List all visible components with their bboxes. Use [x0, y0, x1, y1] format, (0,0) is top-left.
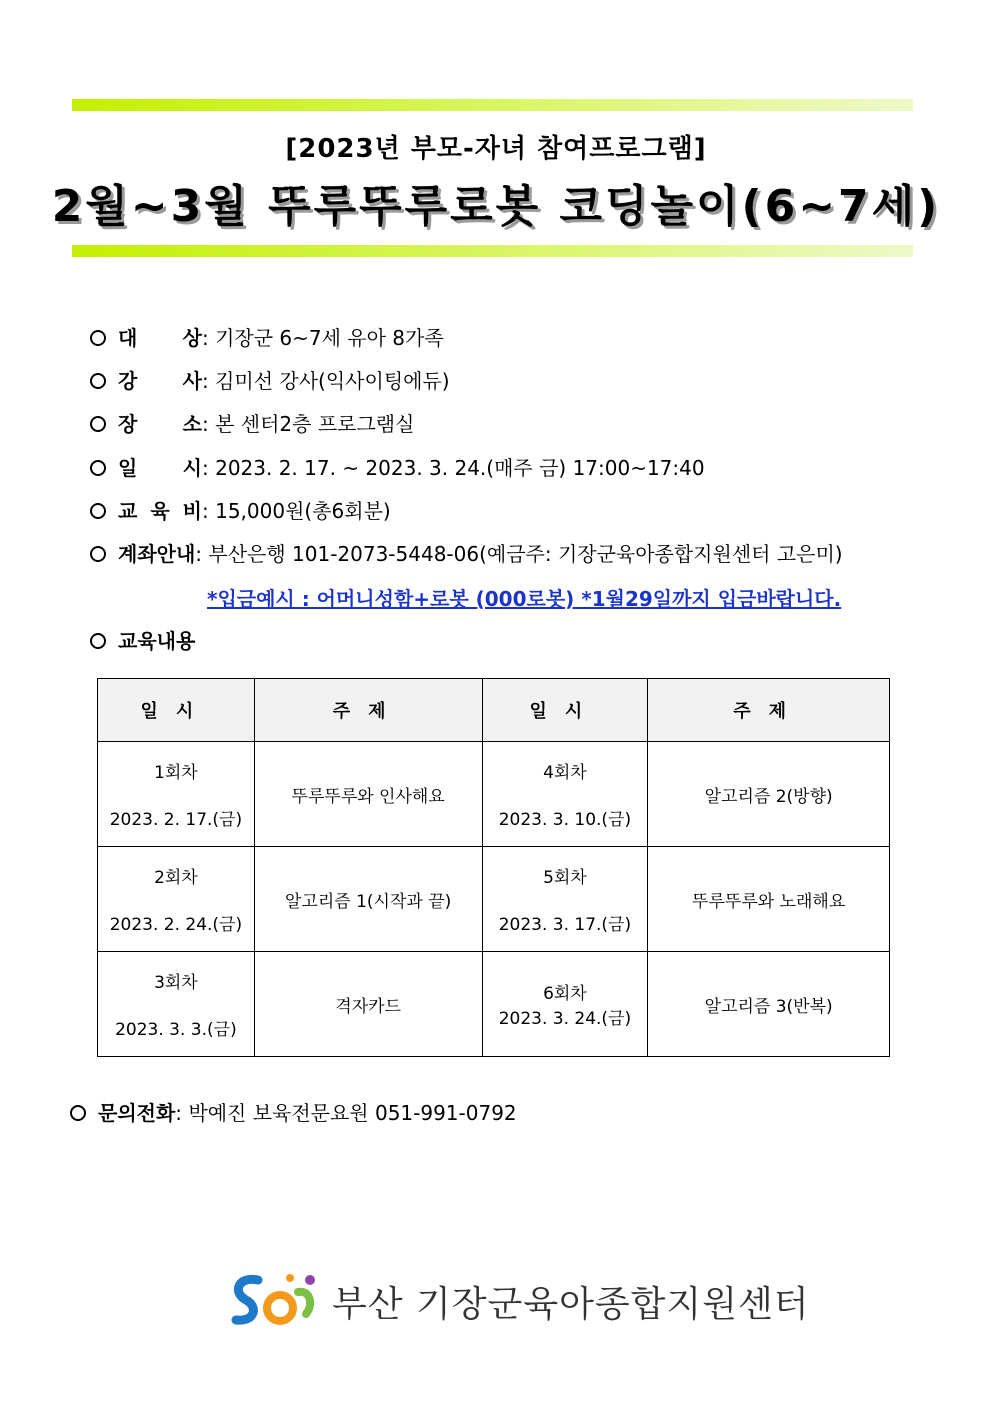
info-place: [90, 410, 950, 438]
table-row: [98, 742, 890, 847]
header-date-left: 일시: [98, 679, 255, 742]
table-row: [98, 952, 890, 1057]
center-logo-text: 부산 기장군육아종합지원센터: [332, 1283, 810, 1325]
fee-value: : 15,000원(총6회분): [202, 499, 391, 523]
topic-cell: 알고리즘 3(반복): [648, 952, 890, 1057]
header-date-right: 일시: [482, 679, 648, 742]
teacher-label: 강 사: [118, 369, 202, 393]
circle-bullet-icon: [90, 633, 106, 649]
payment-notice: *입금예시 : 어머니성함+로봇 (000로봇) *1월29일까지 입금바랍니다.: [207, 587, 842, 611]
account-value: : 부산은행 101-2073-5448-06(예금주: 기장군육아종합지원센터 고은미): [195, 542, 843, 566]
info-fee: [90, 497, 950, 525]
fee-label: 교 육 비: [118, 499, 202, 523]
table-header-row: [98, 679, 890, 742]
target-label: 대 상: [118, 326, 202, 350]
program-title: 2월~3월 뚜루뚜루로봇 코딩놀이(6~7세): [51, 181, 941, 232]
header-topic-left: 주제: [254, 679, 482, 742]
date-value: : 2023. 2. 17. ~ 2023. 3. 24.(매주 금) 17:00~17:40: [202, 456, 705, 480]
info-content: [90, 627, 950, 655]
target-value: : 기장군 6~7세 유아 8가족: [202, 326, 444, 350]
session-cell: 2회차 2023. 2. 24.(금): [98, 847, 255, 952]
schedule-table: [97, 678, 890, 1057]
circle-bullet-icon: [90, 460, 106, 476]
circle-bullet-icon: [70, 1105, 86, 1121]
circle-bullet-icon: [90, 330, 106, 346]
center-logo: [228, 1270, 810, 1332]
program-subtitle: [2023년 부모-자녀 참여프로그램]: [285, 134, 707, 164]
info-teacher: [90, 367, 950, 395]
place-label: 장 소: [118, 412, 202, 436]
circle-bullet-icon: [90, 546, 106, 562]
teacher-value: : 김미선 강사(익사이팅에듀): [202, 369, 450, 393]
header-bottom-bar: [72, 245, 913, 257]
place-value: : 본 센터2층 프로그램실: [202, 412, 415, 436]
session-cell: 4회차 2023. 3. 10.(금): [482, 742, 648, 847]
account-label: 계좌안내: [118, 542, 196, 566]
topic-cell: 뚜루뚜루와 인사해요: [254, 742, 482, 847]
circle-bullet-icon: [90, 416, 106, 432]
circle-bullet-icon: [90, 503, 106, 519]
topic-cell: 격자카드: [254, 952, 482, 1057]
session-cell: 3회차 2023. 3. 3.(금): [98, 952, 255, 1057]
info-target: [90, 324, 950, 352]
topic-cell: 알고리즘 2(방향): [648, 742, 890, 847]
contact-label: 문의전화: [98, 1101, 176, 1125]
session-cell: 1회차 2023. 2. 17.(금): [98, 742, 255, 847]
session-cell: 5회차 2023. 3. 17.(금): [482, 847, 648, 952]
info-account: [90, 540, 950, 568]
center-logo-icon: [228, 1270, 320, 1332]
topic-cell: 알고리즘 1(시작과 끝): [254, 847, 482, 952]
content-label: 교육내용: [118, 629, 196, 653]
circle-bullet-icon: [90, 373, 106, 389]
date-label: 일 시: [118, 456, 202, 480]
session-cell: 6회차 2023. 3. 24.(금): [482, 952, 648, 1057]
contact-value: : 박예진 보육전문요원 051-991-0792: [175, 1101, 517, 1125]
info-contact: [70, 1099, 930, 1127]
info-date: [90, 454, 950, 482]
topic-cell: 뚜루뚜루와 노래해요: [648, 847, 890, 952]
header-top-bar: [72, 99, 913, 111]
header-topic-right: 주제: [648, 679, 890, 742]
table-row: [98, 847, 890, 952]
